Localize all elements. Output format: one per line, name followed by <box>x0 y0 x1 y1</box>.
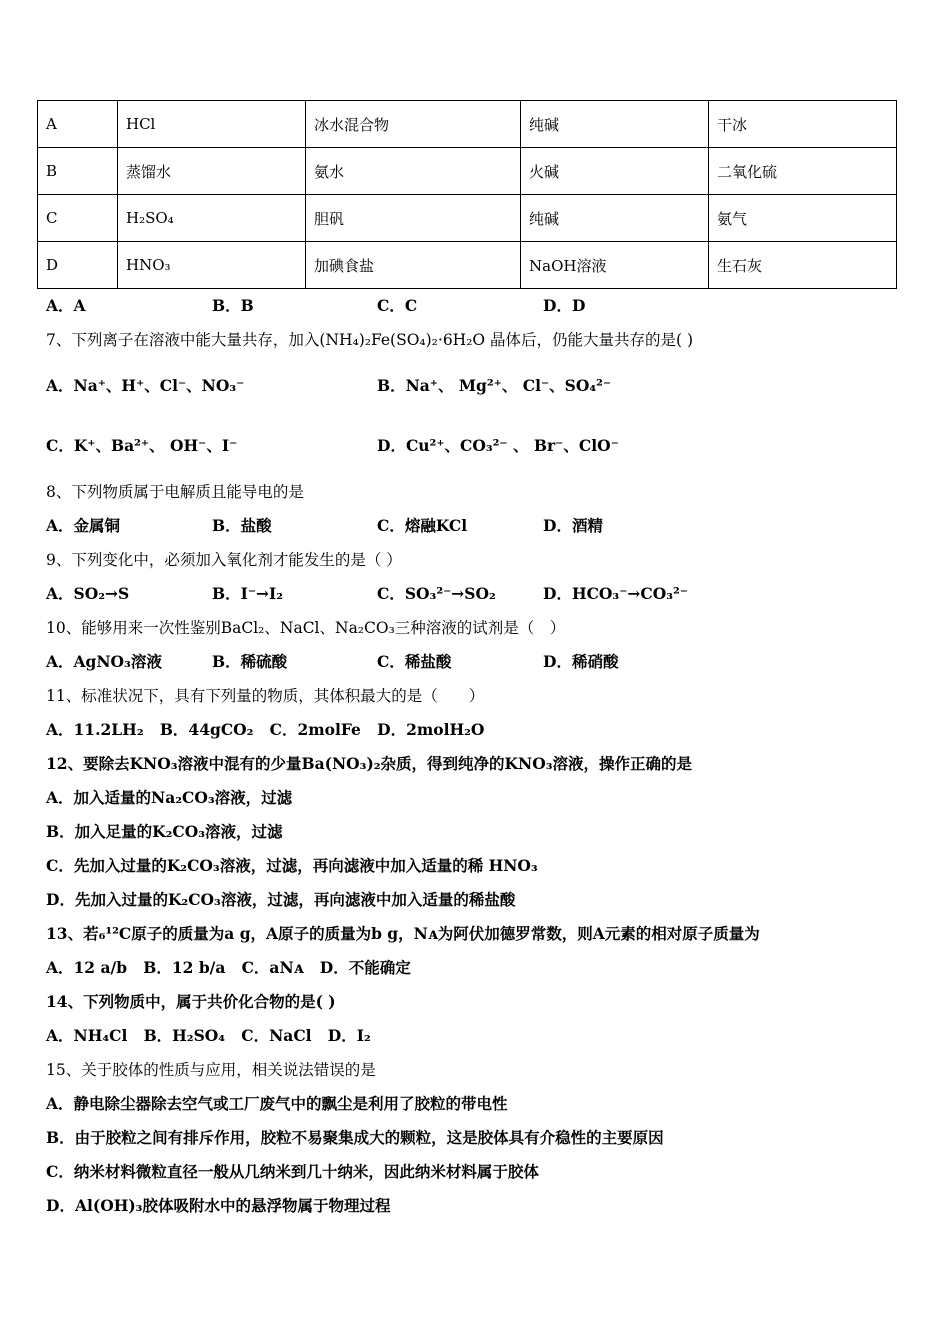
q10-option-b: B．稀硫酸 <box>212 652 288 671</box>
q13-option-d: D．不能确定 <box>319 958 411 977</box>
q12-option-a: A．加入适量的Na₂CO₃溶液，过滤 <box>46 788 293 807</box>
table-row <box>38 148 897 195</box>
q14-option-a: A．NH₄Cl <box>46 1026 128 1045</box>
q7-option-a: A．Na⁺、H⁺、Cl⁻、NO₃⁻ <box>46 376 245 395</box>
q13-stem: 13、若₆¹²C原子的质量为a g，A原子的质量为b g，Nᴀ为阿伏加德罗常数，则A元素的相对原子质量为 <box>46 924 760 943</box>
table-cell: B <box>38 148 118 195</box>
table-cell: 氨水 <box>306 148 521 195</box>
q8-option-c: C．熔融KCl <box>377 516 468 535</box>
q13-option-a: A．12 a/b <box>46 958 128 977</box>
q14-options <box>46 1024 371 1046</box>
table-row <box>38 101 897 148</box>
table-cell: HCl <box>118 101 306 148</box>
table-cell: 二氧化硫 <box>709 148 897 195</box>
q14-option-d: D．I₂ <box>327 1026 371 1045</box>
table-cell: 氨气 <box>709 195 897 242</box>
table-cell: H₂SO₄ <box>118 195 306 242</box>
q13-option-b: B．12 b/a <box>143 958 226 977</box>
q9-stem: 9、下列变化中，必须加入氧化剂才能发生的是（ ） <box>46 551 402 569</box>
table-cell: 加碘食盐 <box>306 242 521 289</box>
q11-option-a: A．11.2LH₂ <box>46 720 144 739</box>
table-cell: 生石灰 <box>709 242 897 289</box>
table-cell: 冰水混合物 <box>306 101 521 148</box>
table-cell: 纯碱 <box>521 195 709 242</box>
table-cell: 纯碱 <box>521 101 709 148</box>
q8-option-b: B．盐酸 <box>212 516 272 535</box>
q11-option-c: C．2molFe <box>269 720 361 739</box>
table-cell: 蒸馏水 <box>118 148 306 195</box>
q6-option-c: C．C <box>377 296 418 315</box>
q14-option-c: C．NaCl <box>241 1026 312 1045</box>
q10-option-d: D．稀硝酸 <box>543 652 619 671</box>
q7-option-b: B．Na⁺、 Mg²⁺、 Cl⁻、SO₄²⁻ <box>377 376 612 395</box>
q8-option-d: D．酒精 <box>543 516 603 535</box>
table-cell: A <box>38 101 118 148</box>
q10-option-a: A．AgNO₃溶液 <box>46 652 162 671</box>
q9-option-b: B．I⁻→I₂ <box>212 584 284 603</box>
q12-stem: 12、要除去KNO₃溶液中混有的少量Ba(NO₃)₂杂质，得到纯净的KNO₃溶液，操作正确的是 <box>46 754 692 773</box>
q10-stem: 10、能够用来一次性鉴别BaCl₂、NaCl、Na₂CO₃三种溶液的试剂是（ ） <box>46 619 566 637</box>
q11-option-b: B．44gCO₂ <box>159 720 254 739</box>
table-cell: D <box>38 242 118 289</box>
table-cell: HNO₃ <box>118 242 306 289</box>
q13-option-c: C．aNᴀ <box>241 958 304 977</box>
q11-options <box>46 718 484 740</box>
table-cell: 干冰 <box>709 101 897 148</box>
q15-option-d: D．Al(OH)₃胶体吸附水中的悬浮物属于物理过程 <box>46 1196 391 1215</box>
q9-option-c: C．SO₃²⁻→SO₂ <box>377 584 496 603</box>
table-cell: NaOH溶液 <box>521 242 709 289</box>
q15-option-b: B．由于胶粒之间有排斥作用，胶粒不易聚集成大的颗粒，这是胶体具有介稳性的主要原因 <box>46 1128 664 1147</box>
q15-option-c: C．纳米材料微粒直径一般从几纳米到几十纳米，因此纳米材料属于胶体 <box>46 1162 539 1181</box>
q11-stem: 11、标准状况下，具有下列量的物质，其体积最大的是（ ） <box>46 687 485 705</box>
classification-table <box>37 100 897 289</box>
q11-option-d: D．2molH₂O <box>377 720 485 739</box>
q6-option-b: B．B <box>212 296 254 315</box>
q10-option-c: C．稀盐酸 <box>377 652 452 671</box>
q7-stem: 7、下列离子在溶液中能大量共存，加入(NH₄)₂Fe(SO₄)₂·6H₂O 晶体后，仍能大量共存的是( ) <box>46 331 694 349</box>
q12-option-d: D．先加入过量的K₂CO₃溶液，过滤，再向滤液中加入适量的稀盐酸 <box>46 890 516 909</box>
q9-option-d: D．HCO₃⁻→CO₃²⁻ <box>543 584 688 603</box>
q8-stem: 8、下列物质属于电解质且能导电的是 <box>46 483 304 501</box>
table-cell: C <box>38 195 118 242</box>
q15-stem: 15、关于胶体的性质与应用，相关说法错误的是 <box>46 1061 376 1079</box>
table-cell: 火碱 <box>521 148 709 195</box>
table-cell: 胆矾 <box>306 195 521 242</box>
q7-option-c: C．K⁺、Ba²⁺、 OH⁻、I⁻ <box>46 436 238 455</box>
q14-stem: 14、下列物质中，属于共价化合物的是( ) <box>46 992 336 1011</box>
q12-option-b: B．加入足量的K₂CO₃溶液，过滤 <box>46 822 283 841</box>
q12-option-c: C．先加入过量的K₂CO₃溶液，过滤，再向滤液中加入适量的稀 HNO₃ <box>46 856 538 875</box>
q6-option-d: D．D <box>543 296 586 315</box>
q15-option-a: A．静电除尘器除去空气或工厂废气中的飘尘是利用了胶粒的带电性 <box>46 1094 508 1113</box>
q9-option-a: A．SO₂→S <box>46 584 130 603</box>
table-row <box>38 242 897 289</box>
q8-option-a: A．金属铜 <box>46 516 121 535</box>
q14-option-b: B．H₂SO₄ <box>143 1026 226 1045</box>
q7-option-d: D．Cu²⁺、CO₃²⁻ 、 Br⁻、ClO⁻ <box>377 436 619 455</box>
q6-option-a: A．A <box>46 296 86 315</box>
table-row <box>38 195 897 242</box>
q13-options <box>46 956 411 978</box>
